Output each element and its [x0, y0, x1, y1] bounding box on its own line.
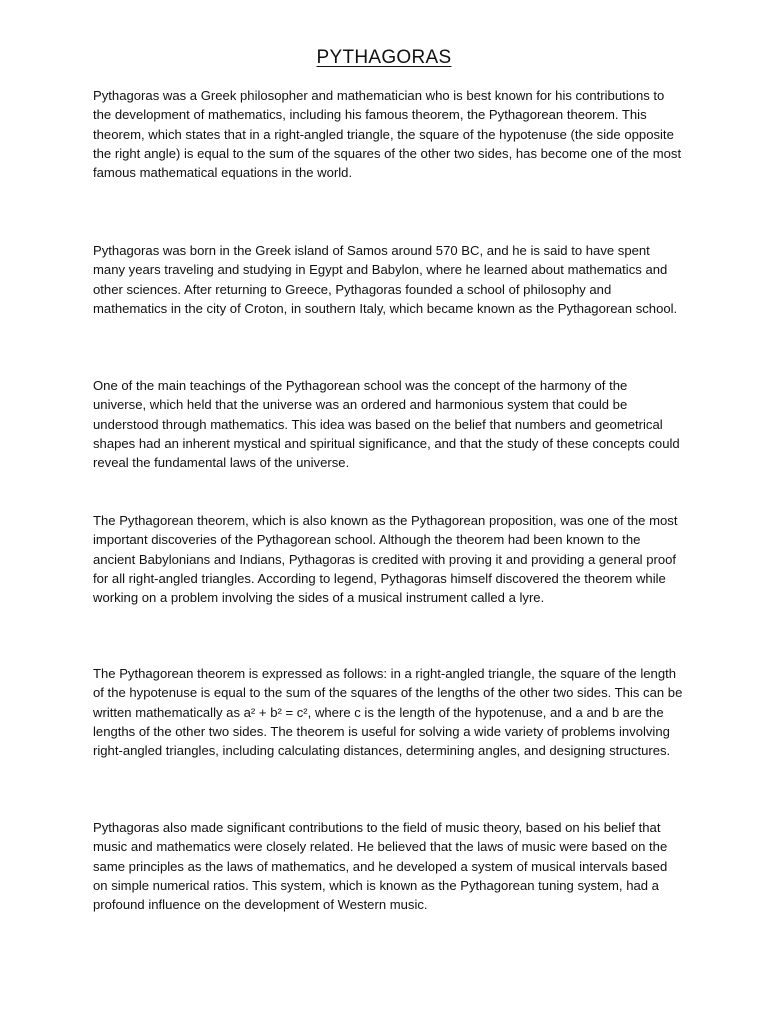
page-title: PYTHAGORAS — [316, 47, 452, 68]
paragraph-early-life: Pythagoras was born in the Greek island of Samos around 570 BC, and he is said to have spent many years traveling and studying in Egypt and Babylon, where he learned about mathematics and other sciences. After returning to Greece, Pythagoras founded a school of philosophy and mathematics in the city of Croton, in southern Italy, which became known as the Pythagorean school. — [93, 243, 678, 316]
paragraph-theorem-discovery: The Pythagorean theorem, which is also known as the Pythagorean proposition, was one of the most important discoveries of the Pythagorean school. Although the theorem had been known to the ancient Babylonians and Indians, Pythagoras is credited with proving it and providing a general proof for all right-angled triangles. According to legend, Pythagoras himself discovered the theorem while working on a problem involving the sides of a musical instrument called a lyre. — [93, 513, 678, 606]
paragraph-introduction: Pythagoras was a Greek philosopher and mathematician who is best known for his contributions to the development of mathematics, including his famous theorem, the Pythagorean theorem. This theorem, which states that in a right-angled triangle, the square of the hypotenuse (the side opposite the right angle) is equal to the sum of the squares of the other two sides, has become one of the most famous mathematical equations in the world. — [93, 88, 682, 181]
paragraph-harmony-of-universe: One of the main teachings of the Pythagorean school was the concept of the harmony of the universe, which held that the universe was an ordered and harmonious system that could be understood through mathematics. This idea was based on the belief that numbers and geometrical shapes had an inherent mystical and spiritual significance, and that the study of these concepts could reveal the fundamental laws of the universe. — [93, 378, 680, 471]
paragraph-theorem-expression: The Pythagorean theorem is expressed as follows: in a right-angled triangle, the square of the length of the hypotenuse is equal to the sum of the squares of the lengths of the other two sides. This can be written mathematically as a² + b² = c², where c is the length of the hypotenuse, and a and b are the lengths of the other two sides. The theorem is useful for solving a wide variety of problems involving right-angled triangles, including calculating distances, determining angles, and designing structures. — [93, 666, 683, 759]
paragraph-music-theory: Pythagoras also made significant contributions to the field of music theory, based on his belief that music and mathematics were closely related. He believed that the laws of music were based on the same principles as the laws of mathematics, and he developed a system of musical intervals based on simple numerical ratios. This system, which is known as the Pythagorean tuning system, had a profound influence on the development of Western music. — [93, 820, 668, 913]
